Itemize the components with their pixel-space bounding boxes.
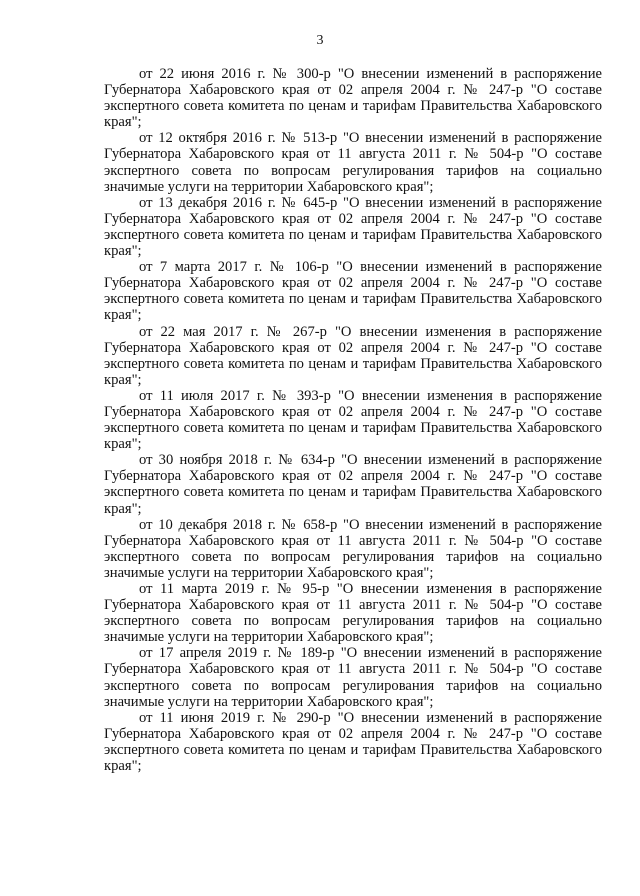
list-item: от 11 марта 2019 г. № 95-р "О внесении изменения в распоряжение Губернатора Хабаровского края от 11 августа 2011 г. № 504-р "О составе экспертного совета по вопросам регулирования тарифов на социально значимые услуги на территории Хабаровского края"; — [104, 581, 602, 646]
list-item: от 10 декабря 2018 г. № 658-р "О внесении изменений в распоряжение Губернатора Хабаровского края от 11 августа 2011 г. № 504-р "О составе экспертного совета по вопросам регулирования тарифов на социально значимые услуги на территории Хабаровского края"; — [104, 516, 602, 581]
page-number: 3 — [316, 33, 324, 48]
list-item: от 11 июня 2019 г. № 290-р "О внесении изменений в распоряжение Губернатора Хабаровского края от 02 апреля 2004 г. № 247-р "О составе экспертного совета комитета по ценам и тарифам Правительства Хабаровского края"; — [104, 709, 602, 775]
list-item: от 11 июля 2017 г. № 393-р "О внесении изменения в распоряжение Губернатора Хабаровского края от 02 апреля 2004 г. № 247-р "О составе экспертного совета комитета по ценам и тарифам Правительства Хабаровского края"; — [104, 387, 602, 453]
document-body — [104, 66, 602, 774]
list-item: от 13 декабря 2016 г. № 645-р "О внесении изменений в распоряжение Губернатора Хабаровского края от 02 апреля 2004 г. № 247-р "О составе экспертного совета комитета по ценам и тарифам Правительства Хабаровского края"; — [104, 194, 602, 260]
list-item: от 7 марта 2017 г. № 106-р "О внесении изменений в распоряжение Губернатора Хабаровского края от 02 апреля 2004 г. № 247-р "О составе экспертного совета комитета по ценам и тарифам Правительства Хабаровского края"; — [104, 259, 602, 324]
list-item: от 12 октября 2016 г. № 513-р "О внесении изменений в распоряжение Губернатора Хабаровского края от 11 августа 2011 г. № 504-р "О составе экспертного совета по вопросам регулирования тарифов на социально значимые услуги на территории Хабаровского края"; — [104, 130, 602, 195]
list-item: от 30 ноября 2018 г. № 634-р "О внесении изменений в распоряжение Губернатора Хабаровского края от 02 апреля 2004 г. № 247-р "О составе экспертного совета комитета по ценам и тарифам Правительства Хабаровского края"; — [104, 452, 602, 517]
list-item: от 22 июня 2016 г. № 300-р "О внесении изменений в распоряжение Губернатора Хабаровского края от 02 апреля 2004 г. № 247-р "О составе экспертного совета комитета по ценам и тарифам Правительства Хабаровского края"; — [104, 66, 602, 131]
list-item: от 22 мая 2017 г. № 267-р "О внесении изменения в распоряжение Губернатора Хабаровского края от 02 апреля 2004 г. № 247-р "О составе экспертного совета комитета по ценам и тарифам Правительства Хабаровского края"; — [104, 323, 602, 388]
list-item: от 17 апреля 2019 г. № 189-р "О внесении изменений в распоряжение Губернатора Хабаровского края от 11 августа 2011 г. № 504-р "О составе экспертного совета по вопросам регулирования тарифов на социально значимые услуги на территории Хабаровского края"; — [104, 645, 602, 710]
